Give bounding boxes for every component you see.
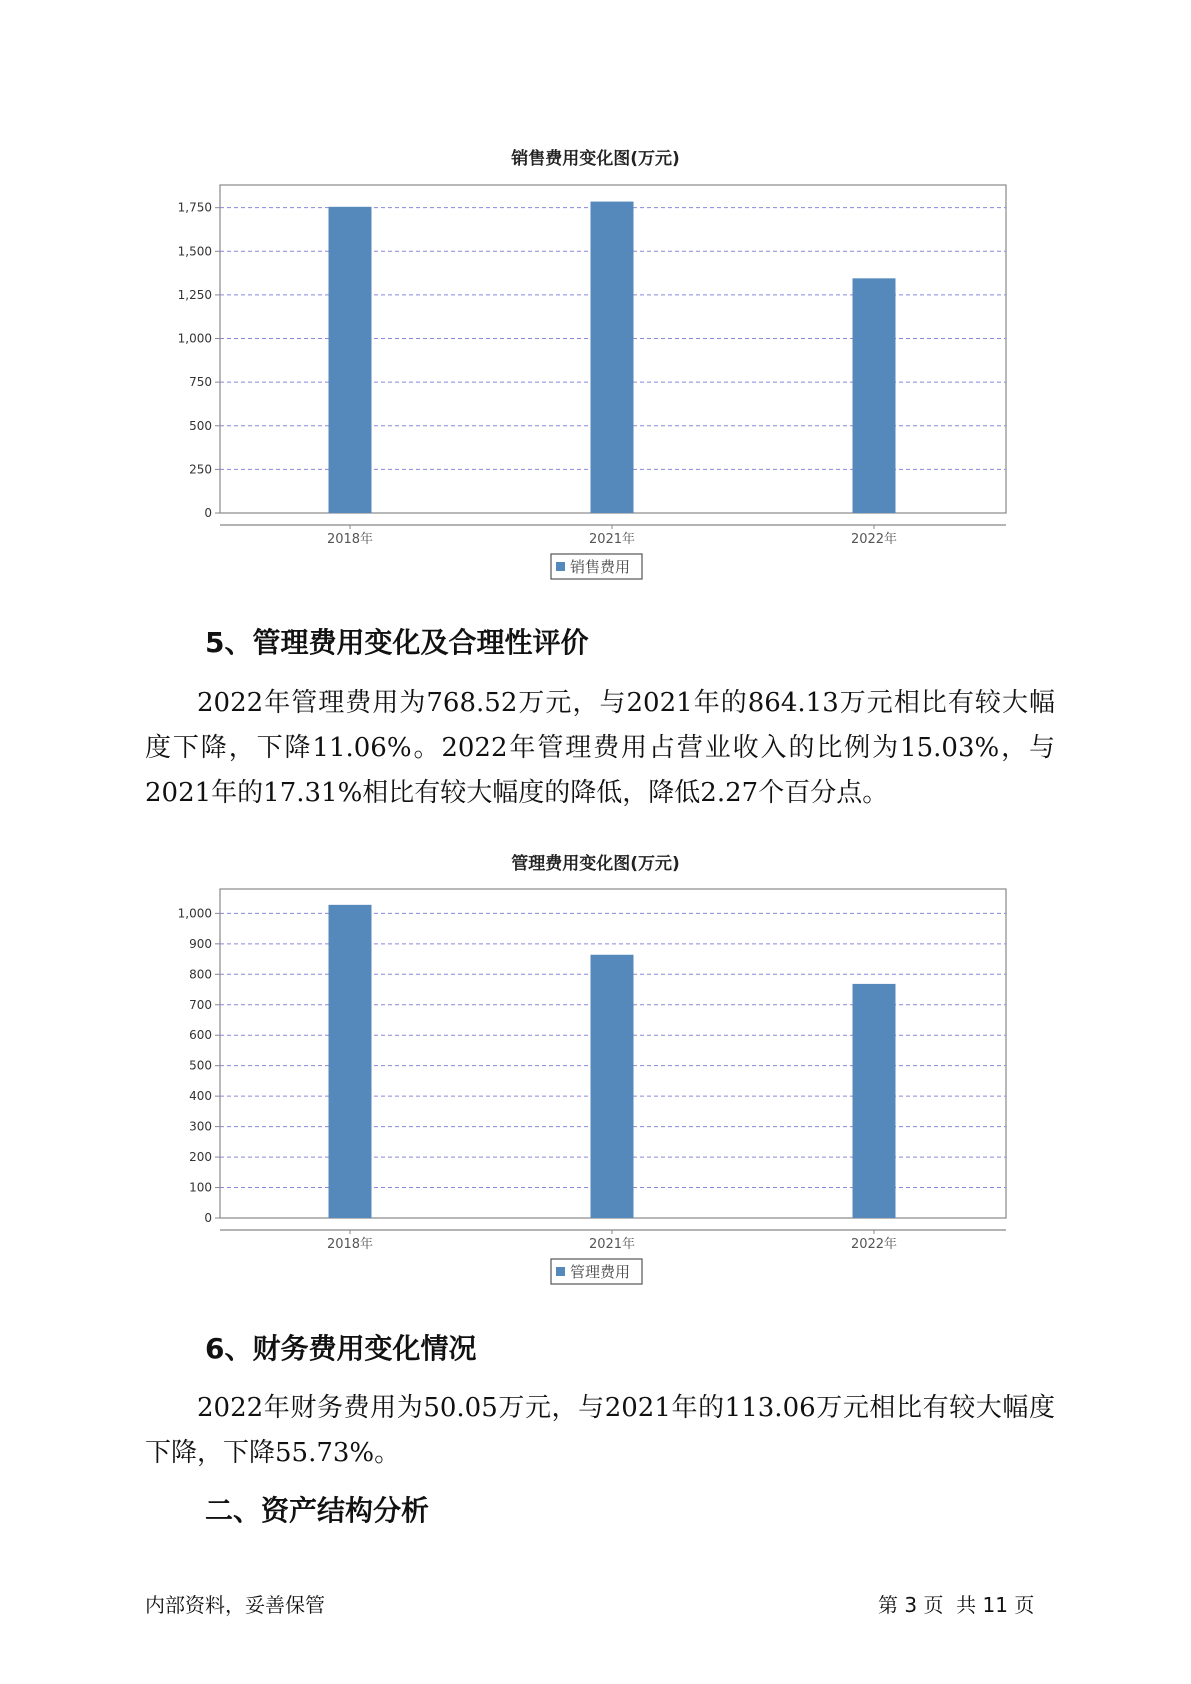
y-tick-label: 200 [189, 1150, 212, 1165]
legend-label: 管理费用 [570, 1263, 631, 1281]
bar-3 [853, 278, 896, 513]
footer-page-number: 第 3 页 共 11 页 [878, 1593, 1035, 1617]
section6-paragraph: 2022年财务费用为50.05万元，与2021年的113.06万元相比有较大幅度下降，下降55.73%。 [145, 1393, 1055, 1468]
section5-heading: 5、管理费用变化及合理性评价 [205, 626, 589, 659]
y-tick-label: 1,000 [177, 331, 212, 346]
x-tick-label: 2022年 [850, 1237, 898, 1252]
y-tick-label: 500 [189, 418, 212, 433]
legend-label: 销售费用 [570, 558, 631, 576]
y-tick-label: 700 [189, 997, 212, 1012]
bar-2 [591, 202, 634, 513]
chart-title-sales: 销售费用变化图(万元) [511, 149, 680, 169]
y-tick-label: 600 [189, 1028, 212, 1043]
bar-2 [591, 955, 634, 1218]
bar-3 [853, 984, 896, 1218]
y-tick-label: 1,500 [177, 244, 212, 259]
bar-1 [329, 207, 372, 513]
x-tick-label: 2021年 [588, 532, 636, 547]
y-tick-label: 300 [189, 1119, 212, 1134]
sales-expense-chart [0, 180, 1191, 590]
chart-title-admin: 管理费用变化图(万元) [511, 854, 680, 874]
legend-swatch [556, 562, 565, 571]
section5-paragraph: 2022年管理费用为768.52万元，与2021年的864.13万元相比有较大幅度下降，下降11.06%。2022年管理费用占营业收入的比例为15.03%，与2021年的17.31%相比有较大幅度的降低，降低2.27个百分点。 [145, 688, 1055, 808]
y-tick-label: 1,750 [177, 200, 212, 215]
y-tick-label: 1,250 [177, 287, 212, 302]
y-tick-label: 0 [204, 506, 212, 520]
x-tick-label: 2022年 [850, 532, 898, 547]
section6-heading: 6、财务费用变化情况 [205, 1332, 477, 1365]
y-tick-label: 400 [189, 1089, 212, 1104]
x-tick-label: 2021年 [588, 1237, 636, 1252]
y-tick-label: 800 [189, 967, 212, 982]
x-tick-label: 2018年 [326, 1237, 374, 1252]
x-tick-label: 2018年 [326, 532, 374, 547]
y-tick-label: 250 [189, 462, 212, 477]
legend-swatch [556, 1267, 565, 1276]
y-tick-label: 0 [204, 1211, 212, 1225]
footer-confidential: 内部资料，妥善保管 [145, 1593, 325, 1617]
y-tick-label: 500 [189, 1058, 212, 1073]
y-tick-label: 100 [189, 1180, 212, 1195]
bar-1 [329, 905, 372, 1218]
section-two-heading: 二、资产结构分析 [205, 1494, 430, 1527]
y-tick-label: 1,000 [177, 906, 212, 921]
y-tick-label: 750 [189, 375, 212, 390]
admin-expense-chart [0, 884, 1191, 1294]
y-tick-label: 900 [189, 936, 212, 951]
